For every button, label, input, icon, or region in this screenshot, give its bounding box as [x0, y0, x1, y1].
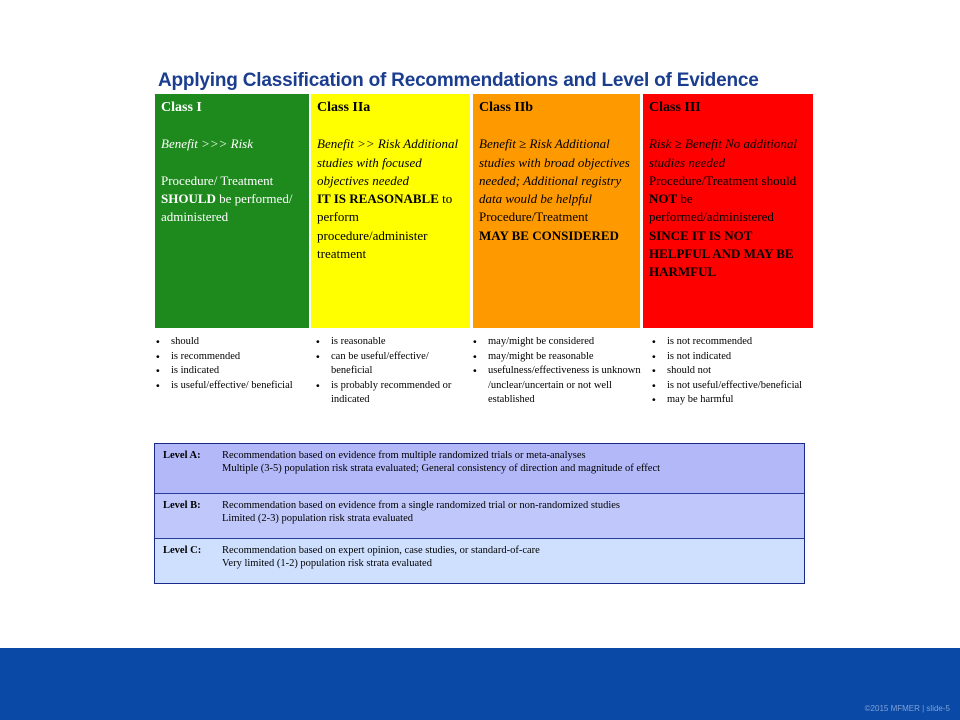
list-item: • should not: [650, 364, 815, 379]
class-iii-header: Class III: [649, 100, 701, 115]
class-iib-box: [473, 94, 640, 328]
class-iib-benefit: Benefit ≥ Risk Additional studies with broad objectives needed; Additional registry data would be helpful: [479, 136, 630, 207]
list-item: • is indicated: [154, 364, 304, 379]
class-iii-benefit: Risk ≥ Benefit No additional studies needed: [649, 136, 797, 170]
level-c-row: [155, 539, 804, 583]
list-item: • may be harmful: [650, 393, 815, 408]
list-item: • may/might be considered: [471, 335, 641, 350]
class-iii-bold: SINCE IT IS NOT HELPFUL AND MAY BE HARMFUL: [649, 227, 794, 280]
list-item: • should: [154, 335, 304, 350]
level-a-label: Level A:: [163, 450, 201, 461]
level-c-line1: Recommendation based on expert opinion, case studies, or standard-of-care: [222, 545, 540, 556]
class-i-header: Class I: [161, 100, 202, 115]
class-iia-bullets: [314, 335, 464, 408]
class-iib-bold: MAY BE CONSIDERED: [479, 227, 619, 243]
level-a-line2: Multiple (3-5) population risk strata evaluated; General consistency of direction and magnitude of effect: [222, 463, 661, 474]
class-iii-box: [643, 94, 813, 328]
level-b-row: [155, 494, 804, 539]
level-b-label: Level B:: [163, 500, 201, 511]
class-iii-bullets: [650, 335, 815, 408]
class-iib-text: Procedure/Treatment: [479, 209, 589, 225]
class-i-bullets: [154, 335, 304, 393]
level-a-line1: Recommendation based on evidence from multiple randomized trials or meta-analyses: [222, 450, 586, 461]
level-c-label: Level C:: [163, 545, 202, 556]
slide-title: Applying Classification of Recommendations and Level of Evidence: [158, 70, 759, 91]
list-item: • is useful/effective/ beneficial: [154, 379, 304, 394]
level-b-line2: Limited (2-3) population risk strata evaluated: [222, 513, 413, 524]
class-i-benefit: Benefit >>> Risk: [161, 136, 254, 152]
list-item: • is probably recommended or indicated: [314, 379, 464, 408]
footer-bar: [0, 648, 960, 720]
class-iii-text: Procedure/Treatment should NOT be performed/administered: [649, 172, 797, 225]
level-b-line1: Recommendation based on evidence from a single randomized trial or non-randomized studies: [222, 500, 621, 511]
class-iib-bullets: [471, 335, 641, 408]
list-item: • is not recommended: [650, 335, 815, 350]
list-item: • is not indicated: [650, 350, 815, 365]
class-i-text: Procedure/ Treatment SHOULD be performed/ administered: [161, 172, 293, 225]
footer-copyright: ©2015 MFMER | slide-5: [864, 704, 950, 713]
list-item: • is reasonable: [314, 335, 464, 350]
class-iia-box: [311, 94, 470, 328]
list-item: • may/might be reasonable: [471, 350, 641, 365]
level-a-row: [155, 444, 804, 494]
class-iia-benefit: Benefit >> Risk Additional studies with focused objectives needed: [317, 136, 459, 188]
list-item: • usefulness/effectiveness is unknown /unclear/uncertain or not well established: [471, 364, 641, 408]
level-c-line2: Very limited (1-2) population risk strata evaluated: [222, 558, 432, 569]
class-iia-header: Class IIa: [317, 100, 371, 115]
level-of-evidence-table: [154, 443, 805, 584]
class-iia-text: IT IS REASONABLE to perform procedure/administer treatment: [317, 191, 453, 262]
class-iib-header: Class IIb: [479, 100, 534, 115]
list-item: • is recommended: [154, 350, 304, 365]
list-item: • can be useful/effective/ beneficial: [314, 350, 464, 379]
class-i-box: [155, 94, 309, 328]
list-item: • is not useful/effective/beneficial: [650, 379, 815, 394]
